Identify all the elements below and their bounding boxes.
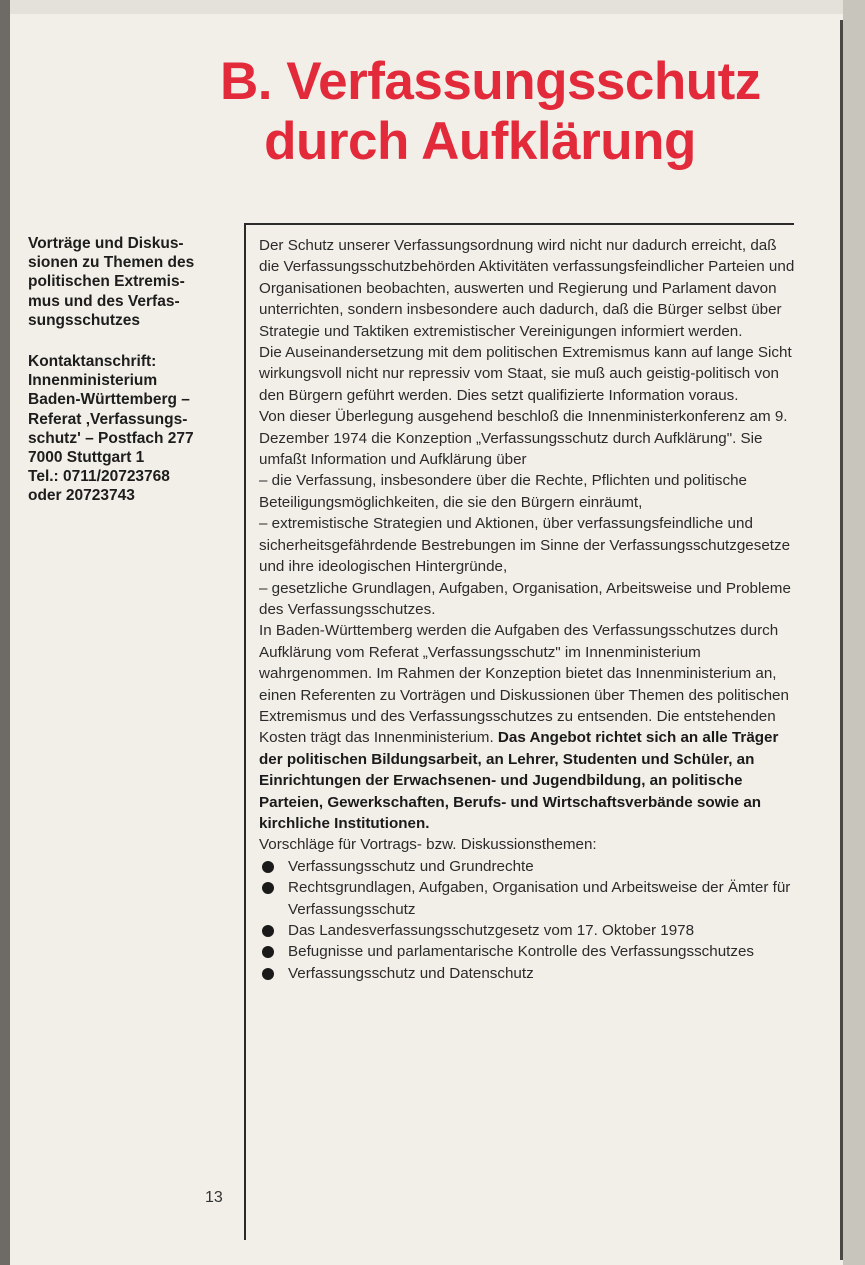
main-text [259, 235, 796, 984]
contact-line: oder 20723743 [28, 487, 135, 505]
page-edge-right-line [840, 20, 843, 1260]
paragraph: Der Schutz unserer Verfassungsordnung wird nicht nur dadurch erreicht, daß die Verfassungsschutzbehörden Aktivitäten verfassungsfeindlicher Parteien und Organisationen beobachten, auswerten und Regierung und Parlament davon unterrichten, sondern insbesondere auch dadurch, daß die Bürger selbst über Strategie und Taktiken extremistischer Vereinigungen informiert werden. [259, 237, 795, 340]
page-title-line-1: B. Verfassungsschutz [220, 52, 761, 111]
horizontal-rule [244, 223, 794, 225]
topic-text: Das Landesverfassungsschutzgesetz vom 17. Oktober 1978 [288, 922, 695, 939]
contact-line: 7000 Stuttgart 1 [28, 449, 145, 467]
vertical-rule [244, 223, 246, 1240]
sidebar-heading-line: sungsschutzes [28, 311, 140, 329]
sidebar [28, 234, 233, 528]
topics-intro: Vorschläge für Vortrags- bzw. Diskussionsthemen: [259, 836, 597, 854]
contact-line: schutz' – Postfach 277 [28, 429, 194, 447]
sidebar-heading-line: sionen zu Themen des [28, 254, 195, 272]
sidebar-heading-line: mus und des Verfas- [28, 292, 180, 310]
offer-highlight: Das Angebot richtet sich an alle Träger der politischen Bildungsarbeit, an Lehrer, Studenten und Schüler, an Einrichtungen der Erwachsenen- und Jugendbildung, an politische Parteien, Gewerkschaften, Berufs- und Wirtschaftsverbände sowie an kirchliche Institutionen. [259, 729, 779, 832]
page-title [220, 52, 761, 172]
sidebar-heading-line: politischen Extremis- [28, 273, 185, 291]
sidebar-contact [28, 352, 233, 506]
dash-list-item: – die Verfassung, insbesondere über die Rechte, Pflichten und politische Beteiligungsmöglichkeiten, die sie den Bürgern einräumt, [259, 472, 748, 511]
list-item [259, 941, 796, 962]
bullet-icon [262, 946, 274, 958]
list-item [259, 920, 796, 941]
page-title-line-2: durch Aufklärung [264, 112, 696, 171]
page-edge-top [0, 0, 865, 14]
dash-list-item: – gesetzliche Grundlagen, Aufgaben, Organisation, Arbeitsweise und Probleme des Verfassungsschutzes. [259, 579, 791, 618]
topic-text: Verfassungsschutz und Datenschutz [288, 964, 534, 982]
list-item [259, 877, 796, 920]
bullet-icon [262, 968, 274, 980]
paragraph-text: In Baden-Württemberg werden die Aufgaben des Verfassungsschutzes durch Aufklärung vom Referat „Verfassungsschutz" im Innenministerium wahrgenommen. Im Rahmen der Konzeption bietet das Innenministerium an, einen Referenten zu Vorträgen und Diskussionen über Themen des politischen Extremismus und des Verfassungsschutzes zu entsenden. Die entstehenden Kosten trägt das Innenministerium. [259, 622, 789, 747]
bullet-icon [262, 882, 274, 894]
page-edge-left [0, 0, 10, 1265]
page-number: 13 [205, 1189, 223, 1206]
topic-text: Rechtsgrundlagen, Aufgaben, Organisation und Arbeitsweise der Ämter für Verfassungsschutz [288, 879, 791, 918]
list-item [259, 856, 796, 877]
paragraph [259, 620, 796, 834]
contact-line: Innenministerium [28, 372, 158, 390]
contact-line: Tel.: 0711/20723768 [28, 468, 170, 486]
list-item [259, 963, 796, 984]
dash-list-item: – extremistische Strategien und Aktionen, über verfassungsfeindliche und sicherheitsgefährdende Bestrebungen im Sinne der Verfassungsschutzgesetze und ihre ideologischen Hintergründe, [259, 515, 791, 576]
bullet-icon [262, 925, 274, 937]
paragraph: Die Auseinandersetzung mit dem politischen Extremismus kann auf lange Sicht wirkungsvoll nicht nur repressiv vom Staat, sie muß auch geistig-politisch von den Bürgern geführt werden. Dies setzt qualifizierte Information voraus. [259, 344, 792, 404]
paragraph: Von dieser Überlegung ausgehend beschloß die Innenministerkonferenz am 9. Dezember 1974 die Konzeption „Verfassungsschutz durch Aufklärung". Sie umfaßt Information und Aufklärung über [259, 408, 788, 469]
contact-line: Baden-Württemberg – [28, 391, 190, 409]
topic-text: Befugnisse und parlamentarische Kontrolle des Verfassungsschutzes [288, 943, 755, 961]
bullet-icon [262, 861, 274, 873]
contact-line: Referat ‚Verfassungs- [28, 410, 188, 428]
sidebar-heading-line: Vorträge und Diskus- [28, 235, 184, 252]
page-edge-right [843, 0, 865, 1265]
sidebar-heading [28, 234, 233, 330]
topics-list [259, 856, 796, 984]
contact-line: Kontaktanschrift: [28, 353, 157, 371]
topic-text: Verfassungsschutz und Grundrechte [288, 857, 534, 875]
